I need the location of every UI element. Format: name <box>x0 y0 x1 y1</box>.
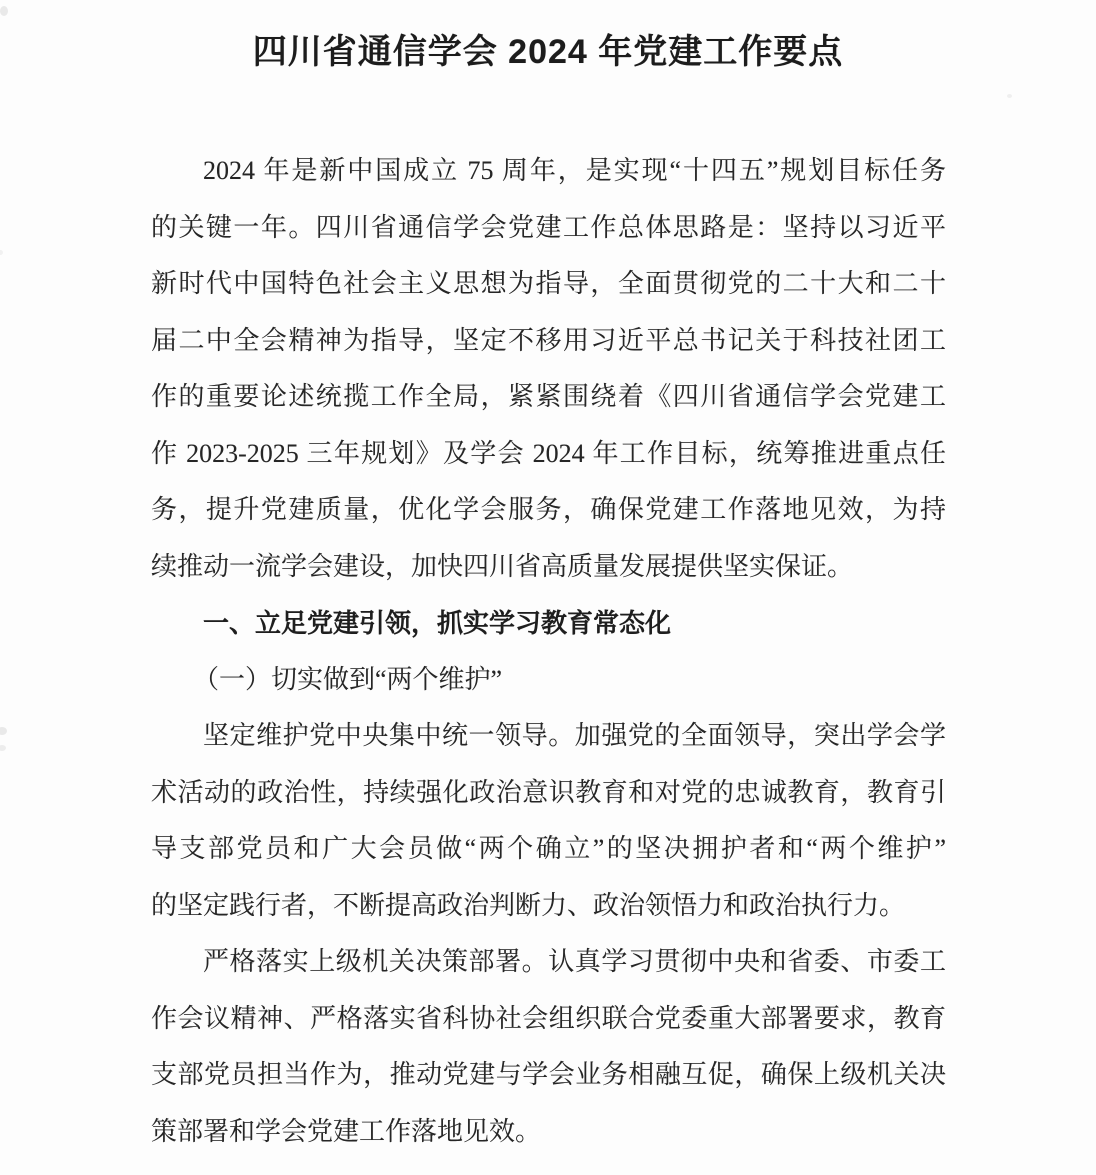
subsection-heading: （一）切实做到“两个维护” <box>193 664 503 694</box>
document-body <box>151 143 946 1160</box>
scan-speck <box>0 745 6 751</box>
paragraph-line: 策部署和学会党建工作落地见效。 <box>151 1116 542 1146</box>
scan-speck <box>1007 94 1012 98</box>
paragraph-line: 新时代中国特色社会主义思想为指导，全面贯彻党的二十大和二十 <box>151 269 946 298</box>
scan-speck <box>0 250 3 255</box>
paragraph-line: 务，提升党建质量，优化学会服务，确保党建工作落地见效，为持 <box>151 495 946 524</box>
paragraph-line: 作会议精神、严格落实省科协社会组织联合党委重大部署要求，教育 <box>151 1003 946 1033</box>
paragraph-line: 术活动的政治性，持续强化政治意识教育和对党的忠诚教育，教育引 <box>151 777 946 807</box>
document-title: 四川省通信学会 2024 年党建工作要点 <box>252 33 844 71</box>
paragraph-line: 作 2023-2025 三年规划》及学会 2024 年工作目标，统筹推进重点任 <box>151 438 946 468</box>
paragraph-line: 届二中全会精神为指导，坚定不移用习近平总书记关于科技社团工 <box>151 325 946 355</box>
paragraph-line: 坚定维护党中央集中统一领导。加强党的全面领导，突出学会学 <box>203 721 946 750</box>
paragraph-line: 2024 年是新中国成立 75 周年，是实现“十四五”规划目标任务 <box>203 156 946 185</box>
paragraph-line: 导支部党员和广大会员做“两个确立”的坚决拥护者和“两个维护” <box>151 834 946 863</box>
paragraph-line: 严格落实上级机关决策部署。认真学习贯彻中央和省委、市委工 <box>203 947 946 976</box>
paragraph-line: 作的重要论述统揽工作全局，紧紧围绕着《四川省通信学会党建工 <box>151 382 946 411</box>
paragraph-line: 的关键一年。四川省通信学会党建工作总体思路是：坚持以习近平 <box>151 212 946 242</box>
scan-speck <box>0 6 8 16</box>
paragraph-line: 支部党员担当作为，推动党建与学会业务相融互促，确保上级机关决 <box>151 1060 946 1089</box>
scan-speck <box>0 727 7 735</box>
paragraph-line: 的坚定践行者，不断提高政治判断力、政治领悟力和政治执行力。 <box>151 890 906 920</box>
paragraph-line: 续推动一流学会建设，加快四川省高质量发展提供坚实保证。 <box>151 551 854 581</box>
section-heading: 一、立足党建引领，抓实学习教育常态化 <box>203 608 672 638</box>
